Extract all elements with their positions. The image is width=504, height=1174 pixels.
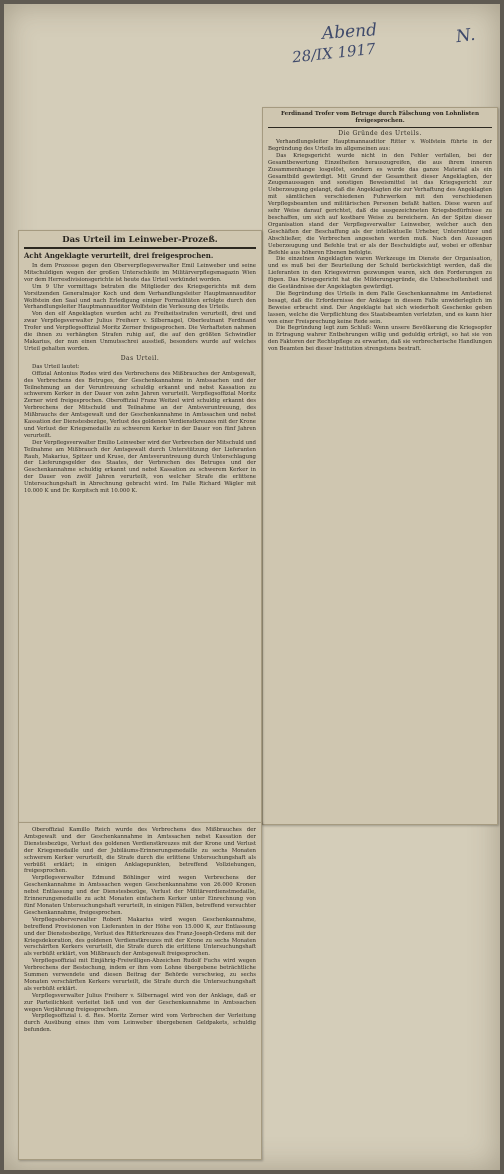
paragraph: Das Kriegsgericht wurde nicht in den Fehler verfallen, bei der Gesamtbewertung Einzelheiten herauszugreifen, die aus ihrem inneren Zusammenhange losgelöst, sondern es wurde das ganze Material als ein Gesamtbild gewürdigt. Mit Grund der Gesamtheit dieser Angeklagten, der Zeugenaussagen und sonstigen Beweismittel ist das Kriegsgericht zur Ueberzeugung gelangt, daß die Angeklagten die zur Verhaftung des Angeklagten mit sämtlichen verschiedenen Fuhrwerken mit den verschiedenen Verpflegsbeamten und militärischen Personen befaßt hatten. Diese waren auf sehr Weise darauf gerichtet, daß die ausgezeichneten Kriegsbedürfnisse zu beschaffen, um sich auf kostbare Weise zu bereichern. An der Spitze dieser Organisation stand der Verpflegsverwalter Leinweber, welcher auch den Geschäften der Beschaffung als der intellektuelle Urheber, Unterstützer und Abschließer, die Verbrechen angesehen werden muß. Nach den Aussagen Ueberzeugung und Befehle trat er als der Beschuldigte auf, wobei er offenbar Befehle aus höheren Ebenen befolgte. (268, 152, 492, 256)
clipping-right (262, 107, 498, 825)
paragraph: Verpflegsoberverwalter Robert Makarius wird wegen Geschenkannahme, betreffend Provisionen von Lieferanten in der Höhe von 15.000 K, zur Entlassung und der Dienstesbezüge, Verlust des Ritterkreuzes des Franz-Joseph-Ordens mit der Kriegsdekoration, des goldenen Verdienstkreuzes mit der Krone zu sechs Monaten verschärften Kerkers verurteilt, die Strafe durch die erlittene Untersuchungshaft als verbüßt erklärt, von Mißbrauch der Amtsgewalt freigesprochen. (24, 916, 256, 958)
paragraph: Das Urteil lautet: (32, 363, 80, 370)
paragraph: Die Begründung des Urteils in dem Falle Geschenkannahme im Amtsdienst besagt, daß die Erfordernisse der Anklage in diesem Falle unwiderleglich im Beweise erbracht sind. Der Angeklagte hat sich wiederholt Geschenke geben lassen, welche die Verpflichtung des Staatsbeamten verletzten, und es kann hier von einer Freisprechung keine Rede sein. (268, 290, 492, 325)
clipping-left-bottom (18, 822, 262, 1160)
handwritten-corner-mark: N. (454, 24, 477, 48)
paragraph: Verpflegsoffizial i. d. Res. Moritz Zerner wird vom Verbrechen der Verleitung durch Ausübung eines ihm vom Leinweber übergebenen Geldpakets, schuldig befunden. (24, 1013, 256, 1034)
archive-sheet (4, 4, 500, 1170)
paragraph: Verpflegsoffizial mit Einjährig-Freiwilligen-Abzeichen Rudolf Fuchs wird wegen Verbrechens der Bestechung, indem er ihm vom Lohne übergebene beträchtliche Summen verwendete und diesen Beitrag der Behörde verschwieg, zu sechs Monaten verschärften Kerkers verurteilt, die Strafe durch die Untersuchungshaft als verbüßt erklärt. (24, 958, 256, 992)
paragraph: Die Begründung legt zum Schluß: Wenn unsere Bevölkerung die Kriegsopfer in Ertragung wahrer Entbehrungen willig und geduldig erträgt, so hat sie von den Faktoren der Rechtspflege zu erwarten, daß sie verbrecherische Handlungen von Beamten bei dieser Institution strengstens bestraft. (268, 325, 492, 353)
article-subtitle: Acht Angeklagte verurteilt, drei freigesprochen. (24, 251, 214, 260)
handwritten-edition-note: Abend (321, 20, 378, 44)
paragraph: Verhandlungsleiter Hauptmannauditor Ritter v. Wolfstein führte in der Begründung des Urteils im allgemeinen aus: (268, 139, 492, 152)
paragraph: Um 9 Uhr vormittags betraten die Mitglieder des Kriegsgerichts mit dem Vorsitzenden Generalmajor Koch und dem Verhandlungsleiter Hauptmannauditor Wolfstein den Saal und nach Erledigung einiger Formalitäten erfolgte durch den Verhandlungsleiter Hauptmannauditor Wolfstein die Verlesung des Urteils. (24, 283, 256, 311)
paragraph: Oberoffizial Kamillo Reich wurde des Verbrechens des Mißbrauches der Amtsgewalt und der Geschenkannahme in Amtssachen nebst Kassation der Dienstesbezüge, Verlust des goldenen Verdienstkreuzes mit der Krone und Verlust der Kriegsmedaille und der Jubiläums-Erinnerungsmedaille zu sechs Monaten schwerem Kerker verurteilt, die Strafe durch die erlittene Untersuchungshaft als verbüßt erklärt; in einigen Anklagepunkten, betreffend Vollziehungen, freigesprochen. (24, 827, 256, 875)
paragraph: Offizial Antonius Rodes wird des Verbrechens des Mißbrauches der Amtsgewalt, des Verbrechens des Betruges, der Geschenkannahme in Amtssachen und der Teilnehmung an der Veruntreuung schuldig erkannt und nebst Kassation zu schwerem Kerker in der Dauer von zehn Jahren verurteilt. Verpflegsoffizial Moritz Zerner wird freigesprochen. Oberoffizial Franz Weitzel wird schuldig erkannt des Verbrechens der Mitschuld und Teilnahme an der Amtsveruntreuung, des Mißbrauchs der Amtsgewalt und der Geschenkannahme in Amtssachen und nebst Kassation der Dienstesbezüge, Verlust des goldenen Verdienstkreuzes mit der Krone und Verlust der Kriegsmedaille zu schwerem Kerker in der Dauer von fünf Jahren verurteilt. (24, 370, 257, 439)
section-heading-verdict: Das Urteil. (120, 354, 160, 362)
paragraph: Der Verpflegsverwalter Emilio Leinweber wird der Verbrechen der Mitschuld und Teilnahme am Mißbrauch der Amtsgewalt durch Unterstützung der Lieferanten Rauh, Makarius, Spitzer und Kruse, der Amtsveruntreuung durch Unterschlagung der Lieferungsgelder des Staates, der Verbrechen des Betruges und der Geschenkannahme schuldig erkannt und nebst Kassation zu schwerem Kerker in der Dauer von zwölf Jahren verurteilt, von welcher Strafe die erlittene Untersuchungshaft in Abrechnung gebracht wird. Im Falle Richard Wägler mit 10.000 K und Dr. Korpitsch mit 10.000 K. (24, 439, 256, 495)
paragraph: Verpflegsverwalter Edmund Böhlinger wird wegen Verbrechens der Geschenkannahme in Amtssachen wegen Geschenkannahme von 26.000 Kronen nebst Entlassung und der Dienstesbezüge, Verlust der Militärverdienstmedaille, Erinnerungsmedaille zu acht Monaten einfachem Kerker unter Einrechnung von fünf Monaten Untersuchungshaft verurteilt, in einigen Fällen, betreffend versuchter Geschenkannahme, freigesprochen. (24, 875, 256, 916)
paragraph: Verpflegsverwalter Julius Freiherr v. Silbernagel wird von der Anklage, daß er zur Parteilichkeit verleitet ließ und von der Geschenkannahme in Amtssachen wegen Verjährung freigesprochen. (24, 992, 256, 1013)
clipping-left-top (18, 230, 262, 824)
paragraph: Von den elf Angeklagten wurden acht zu Freiheitsstrafen verurteilt, drei und zwar Verpflegsverwalter Julius Freiherr v. Silbernagel, Oberleutnant Ferdinand Trofer und Verpflegsoffizial Moritz Zerner freigesprochen. Die Verhafteten nahmen die ihnen zu verhängten Strafen ruhig auf, die auf den größten Schwindler Makarius, der nun einen Unmutsschrei ausstieß, besonders wurde auf welches Urteil gehalten worden. (24, 311, 256, 352)
paragraph: In dem Prozesse gegen den Oberverpflegsverwalter Emil Leinweber und seine Mitschuldigen wegen der großen Unterschleife im Militärverpflegsmagazin Wien vor dem Herresdivisionsgerichte ist heute das Urteil verkündet worden. (24, 263, 256, 283)
lead-line: Ferdinand Trofer vom Betruge durch Fälschung von Lohnlisten freigesprochen. (280, 111, 480, 124)
section-heading-grounds: Die Gründe des Urteils. (338, 130, 422, 137)
divider (268, 127, 492, 128)
article-title: Das Urteil im Leinweber-Prozeß. (62, 235, 218, 245)
title-rule (24, 247, 256, 249)
handwritten-date: 28/IX 1917 (291, 39, 377, 67)
paragraph: Die einzelnen Angeklagten waren Werkzeuge im Dienste der Organisation, und es muß bei der Beurteilung der Schuld berücksichtigt werden, daß die Lieferanten in den Kriegswirren gezwungen waren, sich den Forderungen zu fügen. Das Kriegsgericht hat die Milderungsgründe, die Unbescholtenheit und die Geständnisse der Angeklagten gewürdigt. (268, 256, 492, 291)
